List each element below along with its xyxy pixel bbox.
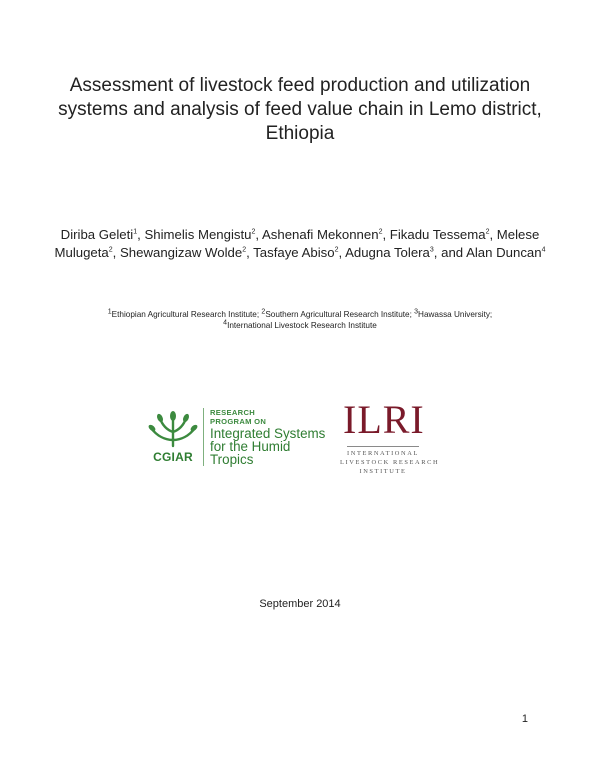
author-name: , and Alan Duncan [433, 245, 542, 260]
document-title [40, 74, 560, 146]
cgiar-wheat-icon [147, 410, 199, 448]
ilri-logo: ILRI [343, 397, 425, 442]
author-list [40, 226, 560, 262]
affil-text: International Livestock Research Institute [227, 320, 377, 330]
program-name-line: Integrated Systems [210, 426, 326, 441]
logo-divider [203, 408, 204, 466]
ilri-subtitle-line: INTERNATIONAL [347, 450, 419, 457]
ilri-subtitle-line: INSTITUTE [359, 468, 407, 475]
author-affil-mark: 2 [334, 246, 339, 254]
author-name: , Ashenafi Mekonnen [255, 227, 379, 242]
author-name: , Shimelis Mengistu [137, 227, 252, 242]
affiliation-list [60, 310, 540, 331]
ilri-rule [347, 446, 419, 447]
author-affil-mark: 3 [429, 246, 434, 254]
affil-number: 3 [414, 308, 419, 316]
author-affil-mark: 2 [485, 228, 490, 236]
affil-text: Southern Agricultural Research Institute; [265, 310, 415, 319]
author-name: , Shewangizaw Wolde [112, 245, 243, 260]
title-line-1: Assessment of livestock feed production and utilization [69, 75, 531, 96]
author-affil-mark: 4 [541, 246, 546, 254]
program-label-line: RESEARCH [210, 408, 256, 417]
affil-number: 4 [223, 318, 228, 326]
publication-date: September 2014 [259, 598, 341, 610]
author-name: , Tasfaye Abiso [246, 245, 335, 260]
program-label [210, 408, 290, 426]
affil-number: 2 [261, 308, 266, 316]
cgiar-wordmark: CGIAR [153, 450, 193, 464]
author-name: , Melese Mulugeta [54, 227, 540, 260]
author-affil-mark: 2 [251, 228, 256, 236]
author-affil-mark: 2 [108, 246, 113, 254]
affil-text: Ethiopian Agricultural Research Institute; [111, 310, 262, 319]
page-number: 1 [521, 713, 528, 725]
program-label-line: PROGRAM ON [210, 417, 267, 426]
author-name: Diriba Geleti [60, 227, 134, 242]
program-name-line: Tropics [210, 452, 254, 467]
program-name-line: for the Humid [210, 439, 291, 454]
author-name: , Adugna Tolera [338, 245, 430, 260]
author-affil-mark: 1 [133, 228, 138, 236]
logo-strip [0, 398, 600, 478]
title-line-3: Ethiopia [265, 123, 335, 144]
affil-number: 1 [107, 308, 112, 316]
affil-text: Hawassa University; [418, 310, 493, 319]
author-affil-mark: 2 [378, 228, 383, 236]
author-affil-mark: 2 [242, 246, 247, 254]
ilri-subtitle-line: LIVESTOCK RESEARCH [340, 459, 440, 466]
author-name: , Fikadu Tessema [382, 227, 486, 242]
title-line-2: systems and analysis of feed value chain in Lemo district, [58, 99, 542, 120]
